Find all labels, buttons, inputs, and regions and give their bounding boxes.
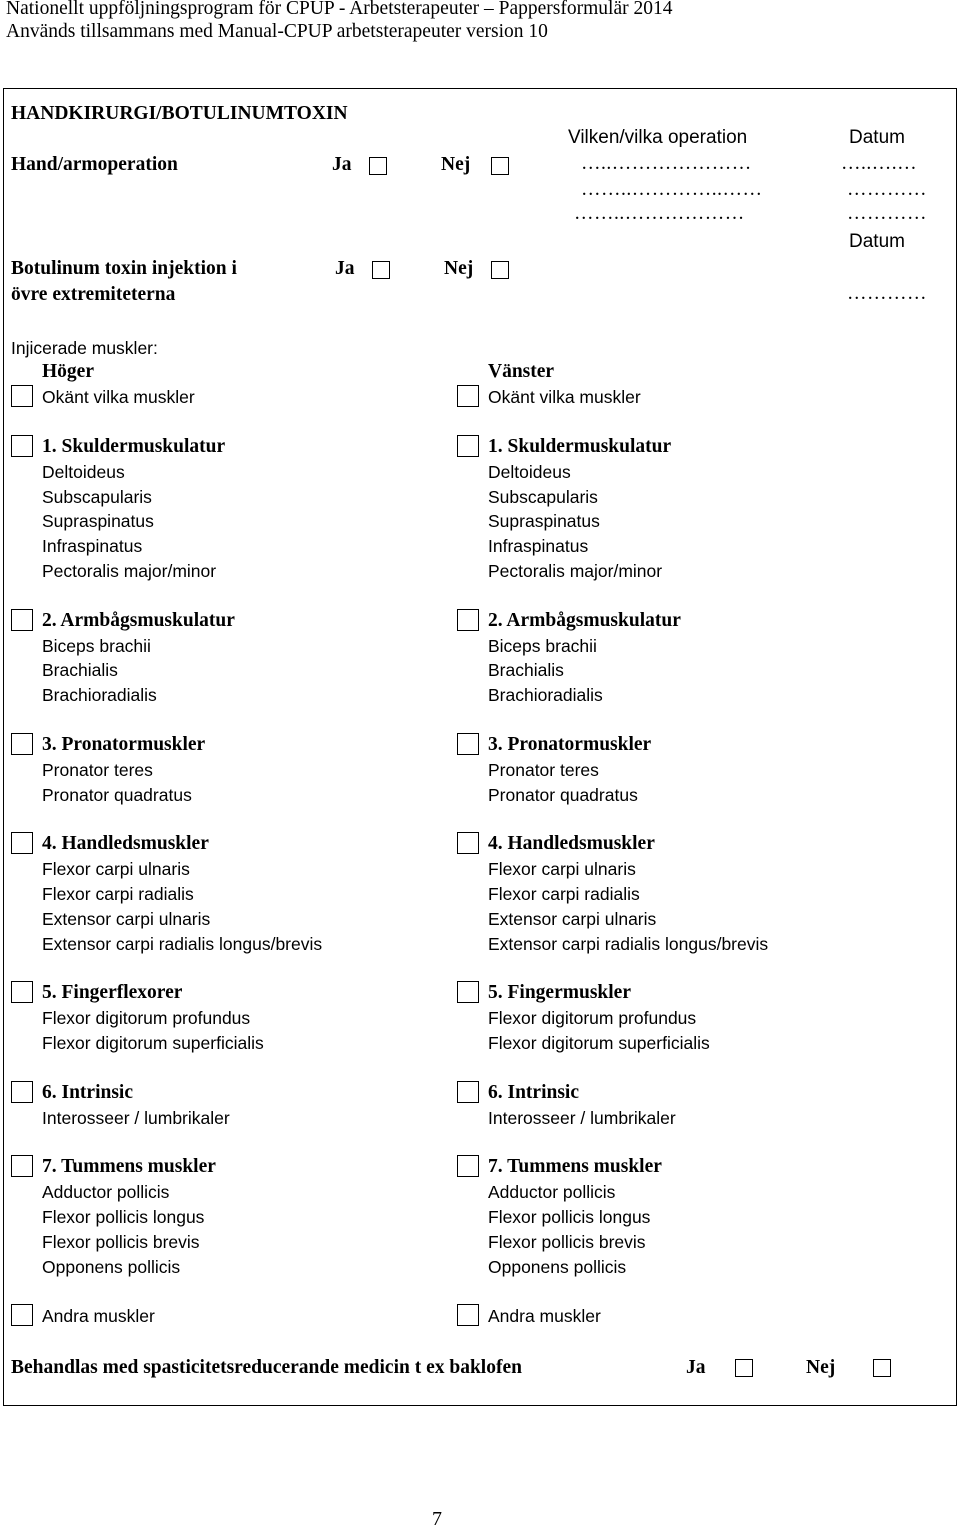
right-group-6-checkbox[interactable] [11, 1081, 33, 1103]
right-muscle-item: Flexor digitorum superficialis [42, 1033, 264, 1053]
hand-op-no-checkbox[interactable] [491, 157, 509, 175]
left-group-3-title: 3. Pronatormuskler [488, 734, 652, 755]
baclofen-no-checkbox[interactable] [873, 1359, 891, 1377]
right-muscle-item: Brachioradialis [42, 685, 157, 706]
botox-yes-checkbox[interactable] [372, 261, 390, 279]
right-group-5-title: 5. Fingerflexorer [42, 982, 183, 1004]
right-group-6-title: 6. Intrinsic [42, 1081, 134, 1103]
right-group-7-checkbox[interactable] [11, 1155, 33, 1177]
other-muscles-right-label: Andra muskler [42, 1306, 155, 1326]
left-group-6-checkbox[interactable] [457, 1081, 479, 1103]
date-field-4[interactable]: ………… [847, 283, 927, 304]
left-muscle-item: Brachialis [488, 660, 564, 681]
right-group-7-title: 7. Tummens muskler [42, 1156, 216, 1178]
other-muscles-left-label: Andra muskler [488, 1306, 601, 1326]
operation-field-2[interactable]: ……..…………..…… [581, 179, 763, 200]
right-group-1-checkbox[interactable] [11, 435, 33, 457]
left-group-6-title: 6. Intrinsic [488, 1081, 580, 1103]
page-number: 7 [432, 1508, 442, 1530]
unknown-left-label: Okänt vilka muskler [488, 387, 641, 407]
date-field-3[interactable]: ………… [847, 203, 927, 224]
left-group-7-checkbox[interactable] [457, 1155, 479, 1177]
botox-no-checkbox[interactable] [491, 261, 509, 279]
right-group-3-checkbox[interactable] [11, 733, 33, 755]
other-muscles-left-checkbox[interactable] [457, 1304, 479, 1326]
left-group-5-title: 5. Fingermuskler [488, 982, 631, 1004]
left-muscle-item: Flexor digitorum profundus [488, 1008, 697, 1029]
left-muscle-item: Extensor carpi ulnaris [488, 908, 657, 929]
baclofen-yes-checkbox[interactable] [735, 1359, 753, 1377]
operation-field-1[interactable]: …..………………… [581, 153, 752, 174]
right-group-4-checkbox[interactable] [11, 832, 33, 854]
left-muscle-item: Flexor digitorum superficialis [488, 1033, 710, 1053]
left-muscle-item: Pectoralis major/minor [488, 561, 663, 581]
left-group-2-title: 2. Armbågsmuskulatur [488, 609, 681, 631]
left-muscle-item: Flexor carpi radialis [488, 884, 640, 904]
baclofen-no-label: Nej [806, 1357, 836, 1378]
form-box [3, 88, 957, 1406]
date-column-label: Datum [849, 127, 905, 148]
right-muscle-item: Flexor carpi ulnaris [42, 859, 190, 880]
baclofen-yes-label: Ja [686, 1357, 706, 1378]
right-muscle-item: Brachialis [42, 660, 118, 681]
right-muscle-item: Infraspinatus [42, 536, 143, 557]
unknown-right-label: Okänt vilka muskler [42, 387, 195, 407]
injected-muscles-label: Injicerade muskler: [11, 338, 158, 358]
left-group-4-checkbox[interactable] [457, 832, 479, 854]
left-muscle-item: Opponens pollicis [488, 1256, 627, 1277]
right-muscle-item: Pectoralis major/minor [42, 561, 217, 581]
operation-field-3[interactable]: ……..……………… [574, 203, 745, 224]
left-muscle-item: Adductor pollicis [488, 1182, 616, 1203]
other-muscles-right-checkbox[interactable] [11, 1304, 33, 1326]
right-muscle-item: Adductor pollicis [42, 1182, 170, 1203]
left-group-3-checkbox[interactable] [457, 733, 479, 755]
left-muscle-item: Subscapularis [488, 486, 598, 507]
right-muscle-item: Interosseer / lumbrikaler [42, 1107, 230, 1128]
right-muscle-item: Opponens pollicis [42, 1256, 181, 1277]
right-group-2-title: 2. Armbågsmuskulatur [42, 609, 235, 631]
right-muscle-item: Flexor pollicis longus [42, 1207, 205, 1227]
date-column-label-2: Datum [849, 231, 905, 252]
right-muscle-item: Extensor carpi ulnaris [42, 908, 211, 929]
left-group-7-title: 7. Tummens muskler [488, 1156, 662, 1178]
right-muscle-item: Flexor digitorum profundus [42, 1008, 251, 1029]
left-muscle-item: Flexor pollicis brevis [488, 1231, 646, 1252]
left-group-4-title: 4. Handledsmuskler [488, 833, 655, 855]
botox-label-line2: övre extremiteterna [11, 284, 176, 305]
hand-op-no-label: Nej [441, 154, 471, 175]
right-muscle-item: Flexor carpi radialis [42, 884, 194, 904]
left-muscle-item: Flexor pollicis longus [488, 1207, 651, 1227]
operation-column-label: Vilken/vilka operation [568, 127, 748, 148]
hand-op-yes-label: Ja [332, 154, 352, 175]
left-muscle-item: Pronator teres [488, 759, 599, 780]
right-muscle-item: Supraspinatus [42, 511, 154, 532]
left-muscle-item: Pronator quadratus [488, 784, 638, 805]
right-group-1-title: 1. Skuldermuskulatur [42, 436, 226, 457]
hand-operation-label: Hand/armoperation [11, 154, 178, 175]
header-title-line: Nationellt uppföljningsprogram för CPUP - Arbetsterapeuter – Pappersformulär 2014 [6, 0, 673, 19]
hand-op-yes-checkbox[interactable] [369, 157, 387, 175]
left-group-1-title: 1. Skuldermuskulatur [488, 436, 672, 457]
right-muscle-item: Flexor pollicis brevis [42, 1231, 200, 1252]
baclofen-label: Behandlas med spasticitetsreducerande medicin t ex baklofen [11, 1357, 522, 1378]
header-subtitle-line: Används tillsammans med Manual-CPUP arbetsterapeuter version 10 [6, 21, 548, 42]
botox-yes-label: Ja [335, 258, 355, 279]
right-group-3-title: 3. Pronatormuskler [42, 734, 206, 755]
right-group-5-checkbox[interactable] [11, 981, 33, 1003]
right-group-4-title: 4. Handledsmuskler [42, 833, 209, 855]
unknown-left-checkbox[interactable] [457, 385, 479, 407]
left-group-2-checkbox[interactable] [457, 609, 479, 631]
right-muscle-item: Subscapularis [42, 486, 152, 507]
right-muscle-item: Deltoideus [42, 461, 125, 482]
left-muscle-item: Supraspinatus [488, 511, 600, 532]
left-muscle-item: Extensor carpi radialis longus/brevis [488, 933, 769, 954]
right-muscle-item: Biceps brachii [42, 635, 151, 656]
date-field-1[interactable]: …..….… [841, 153, 918, 174]
date-field-2[interactable]: ………… [847, 179, 927, 200]
botox-label-line1: Botulinum toxin injektion i [11, 258, 237, 279]
left-side-heading: Vänster [488, 361, 555, 382]
left-group-1-checkbox[interactable] [457, 435, 479, 457]
left-group-5-checkbox[interactable] [457, 981, 479, 1003]
right-muscle-item: Pronator quadratus [42, 784, 192, 805]
left-muscle-item: Brachioradialis [488, 685, 603, 706]
unknown-right-checkbox[interactable] [11, 385, 33, 407]
botox-no-label: Nej [444, 258, 474, 279]
right-side-heading: Höger [42, 361, 94, 382]
right-muscle-item: Pronator teres [42, 759, 153, 780]
right-muscle-item: Extensor carpi radialis longus/brevis [42, 933, 323, 954]
left-muscle-item: Infraspinatus [488, 536, 589, 557]
right-group-2-checkbox[interactable] [11, 609, 33, 631]
form-title: HANDKIRURGI/BOTULINUMTOXIN [11, 103, 348, 124]
left-muscle-item: Interosseer / lumbrikaler [488, 1107, 676, 1128]
left-muscle-item: Deltoideus [488, 461, 571, 482]
left-muscle-item: Biceps brachii [488, 635, 597, 656]
left-muscle-item: Flexor carpi ulnaris [488, 859, 636, 880]
